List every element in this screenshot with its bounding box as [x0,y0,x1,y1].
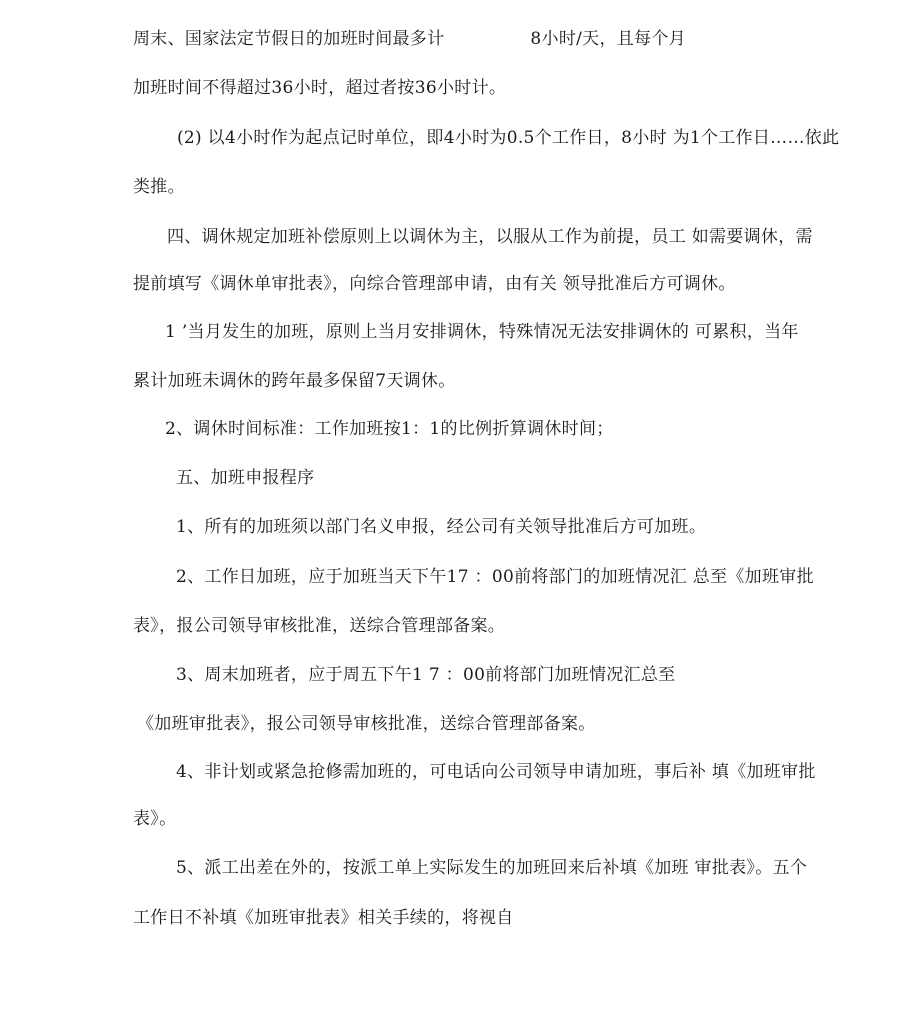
paragraph-line: 表》。 [133,809,177,829]
paragraph-line: 类推。 [133,177,185,197]
paragraph-line: 四、调休规定加班补偿原则上以调休为主，以服从工作为前提，员工 如需要调休，需 [167,227,813,247]
paragraph-line: 1 ’当月发生的加班，原则上当月安排调休，特殊情况无法安排调休的 可累积，当年 [165,322,799,342]
paragraph-line: 3、周末加班者，应于周五下午1 7 ：00前将部门加班情况汇总至 [176,665,676,685]
paragraph-line: 4、非计划或紧急抢修需加班的，可电话向公司领导申请加班，事后补 填《加班审批 [176,762,816,782]
paragraph-line: 表》，报公司领导审核批准，送综合管理部备案。 [133,616,506,636]
paragraph-line: 2、工作日加班，应于加班当天下午17 ：00前将部门的加班情况汇 总至《加班审批 [176,567,814,587]
paragraph-line: (2) 以4小时作为起点记时单位，即4小时为0.5个工作日，8小时 为1个工作日……依此 [177,128,840,148]
paragraph-line: 工作日不补填《加班审批表》相关手续的，将视自 [133,908,514,928]
paragraph-line: 5、派工出差在外的，按派工单上实际发生的加班回来后补填《加班 审批表》。五个 [176,858,808,878]
section-heading: 五、加班申报程序 [176,468,315,488]
paragraph-line: 加班时间不得超过36小时，超过者按36小时计。 [133,78,507,98]
paragraph-line: 提前填写《调休单审批表》，向综合管理部申请，由有关 领导批准后方可调休。 [133,274,736,294]
paragraph-line: 《加班审批表》，报公司领导审核批准，送综合管理部备案。 [137,714,596,734]
text-segment: 8小时/天，且每个月 [530,29,686,49]
paragraph-line: 1、所有的加班须以部门名义申报，经公司有关领导批准后方可加班。 [176,517,707,537]
paragraph-line: 累计加班未调休的跨年最多保留7天调休。 [133,371,456,391]
paragraph-line: 2、调休时间标准：工作加班按1：1的比例折算调休时间； [165,419,614,439]
paragraph-line [133,28,686,50]
text-segment: 周末、国家法定节假日的加班时间最多计 [133,29,445,49]
